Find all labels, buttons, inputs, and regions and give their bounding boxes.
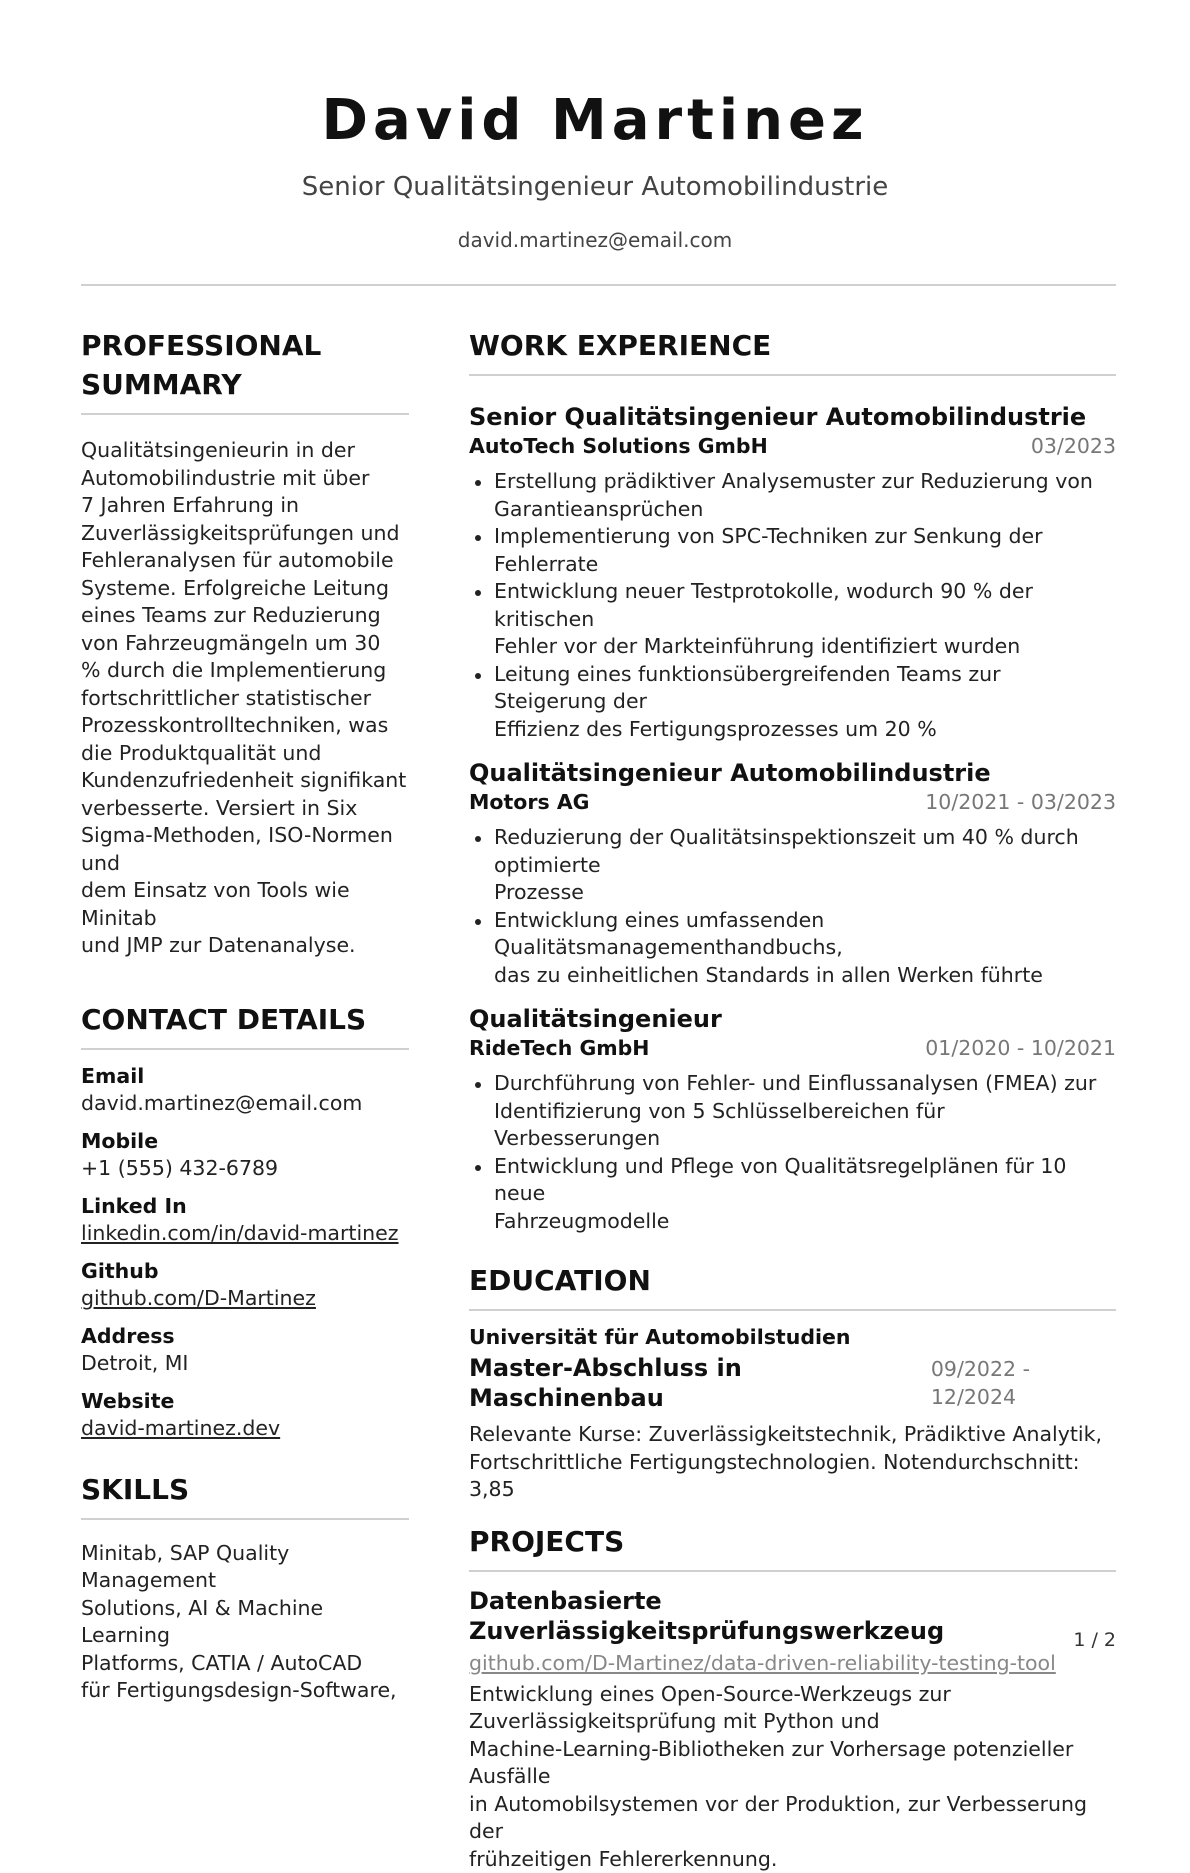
contact-heading: CONTACT DETAILS xyxy=(81,1000,409,1050)
header-divider xyxy=(81,284,1116,286)
job-date: 01/2020 - 10/2021 xyxy=(925,1034,1116,1062)
contact-website: Website david-martinez.dev xyxy=(81,1388,409,1442)
left-column xyxy=(81,326,409,1705)
job-bullet: Leitung eines funktionsübergreifenden Teams zur Steigerung der Effizienz des Fertigungsprozesses um 20 % xyxy=(469,661,1116,744)
job-bullet: Entwicklung und Pflege von Qualitätsregelplänen für 10 neue Fahrzeugmodelle xyxy=(469,1153,1116,1236)
contact-address: Address Detroit, MI xyxy=(81,1323,409,1377)
job-date: 03/2023 xyxy=(1031,432,1116,460)
job-title: Senior Qualitätsingenieur Automobilindustrie xyxy=(469,402,1116,432)
education-section xyxy=(469,1261,1116,1504)
job-title: Qualitätsingenieur xyxy=(469,1004,1116,1034)
page-number: 1 / 2 xyxy=(1073,1627,1116,1653)
project-description: Entwicklung eines Open-Source-Werkzeugs zur Zuverlässigkeitsprüfung mit Python und Machine-Learning-Bibliotheken zur Vorhersage potenzieller Ausfälle in Automobilsystemen vor der Produktion, zur Verbesserung der frühzeitigen Fehlererkennung. xyxy=(469,1681,1116,1873)
education-school: Universität für Automobilstudien xyxy=(469,1323,1116,1351)
github-link[interactable]: github.com/D-Martinez xyxy=(81,1285,409,1312)
education-date: 09/2022 - 12/2024 xyxy=(931,1355,1116,1411)
skills-section xyxy=(81,1470,409,1705)
resume-name: David Martinez xyxy=(0,86,1190,156)
projects-heading: PROJECTS xyxy=(469,1522,1116,1572)
summary-heading: PROFESSIONAL SUMMARY xyxy=(81,326,409,415)
job-date: 10/2021 - 03/2023 xyxy=(925,788,1116,816)
job-company: AutoTech Solutions GmbH xyxy=(469,432,768,460)
summary-section xyxy=(81,326,409,960)
contact-github: Github github.com/D-Martinez xyxy=(81,1258,409,1312)
job-bullet: Durchführung von Fehler- und Einflussanalysen (FMEA) zur Identifizierung von 5 Schlüsselbereichen für Verbesserungen xyxy=(469,1070,1116,1153)
experience-section xyxy=(469,326,1116,1235)
projects-section xyxy=(469,1522,1116,1873)
right-column xyxy=(469,326,1116,1873)
project-title: Datenbasierte Zuverlässigkeitsprüfungswerkzeug xyxy=(469,1586,1116,1646)
education-degree: Master-Abschluss in Maschinenbau xyxy=(469,1353,931,1413)
skills-heading: SKILLS xyxy=(81,1470,409,1520)
contact-email: Email david.martinez@email.com xyxy=(81,1063,409,1117)
website-link[interactable]: david-martinez.dev xyxy=(81,1415,409,1442)
job-title: Qualitätsingenieur Automobilindustrie xyxy=(469,758,1116,788)
contact-mobile: Mobile +1 (555) 432-6789 xyxy=(81,1128,409,1182)
contact-linkedin: Linked In linkedin.com/in/david-martinez xyxy=(81,1193,409,1247)
header-email: david.martinez@email.com xyxy=(0,226,1190,254)
job-bullet: Entwicklung eines umfassenden Qualitätsmanagementhandbuchs, das zu einheitlichen Standards in allen Werken führte xyxy=(469,907,1116,990)
job-entry xyxy=(469,1004,1116,1235)
education-heading: EDUCATION xyxy=(469,1261,1116,1311)
job-entry xyxy=(469,758,1116,989)
contact-section xyxy=(81,1000,409,1442)
job-bullet: Implementierung von SPC-Techniken zur Senkung der Fehlerrate xyxy=(469,523,1116,578)
summary-text: Qualitätsingenieurin in der Automobilindustrie mit über 7 Jahren Erfahrung in Zuverlässigkeitsprüfungen und Fehleranalysen für automobile Systeme. Erfolgreiche Leitung eines Teams zur Reduzierung von Fahrzeugmängeln um 30 % durch die Implementierung fortschrittlicher statistischer Prozesskontrolltechniken, was die Produktqualität und Kundenzufriedenheit signifikant verbesserte. Versiert in Six Sigma-Methoden, ISO-Normen und dem Einsatz von Tools wie Minitab und JMP zur Datenanalyse. xyxy=(81,437,409,960)
experience-heading: WORK EXPERIENCE xyxy=(469,326,1116,376)
job-company: RideTech GmbH xyxy=(469,1034,649,1062)
resume-title: Senior Qualitätsingenieur Automobilindustrie xyxy=(0,170,1190,204)
linkedin-link[interactable]: linkedin.com/in/david-martinez xyxy=(81,1220,409,1247)
skills-text: Minitab, SAP Quality Management Solutions, AI & Machine Learning Platforms, CATIA / AutoCAD für Fertigungsdesign-Software, xyxy=(81,1540,409,1705)
job-company: Motors AG xyxy=(469,788,590,816)
job-bullet: Erstellung prädiktiver Analysemuster zur Reduzierung von Garantieansprüchen xyxy=(469,468,1116,523)
job-bullet: Entwicklung neuer Testprotokolle, wodurch 90 % der kritischen Fehler vor der Markteinführung identifiziert wurden xyxy=(469,578,1116,661)
job-entry xyxy=(469,402,1116,743)
project-link[interactable]: github.com/D-Martinez/data-driven-reliability-testing-tool xyxy=(469,1649,1116,1677)
education-details: Relevante Kurse: Zuverlässigkeitstechnik, Prädiktive Analytik, Fortschrittliche Fertigungstechnologien. Notendurchschnitt: 3,85 xyxy=(469,1421,1116,1504)
job-bullet: Reduzierung der Qualitätsinspektionszeit um 40 % durch optimierte Prozesse xyxy=(469,824,1116,907)
